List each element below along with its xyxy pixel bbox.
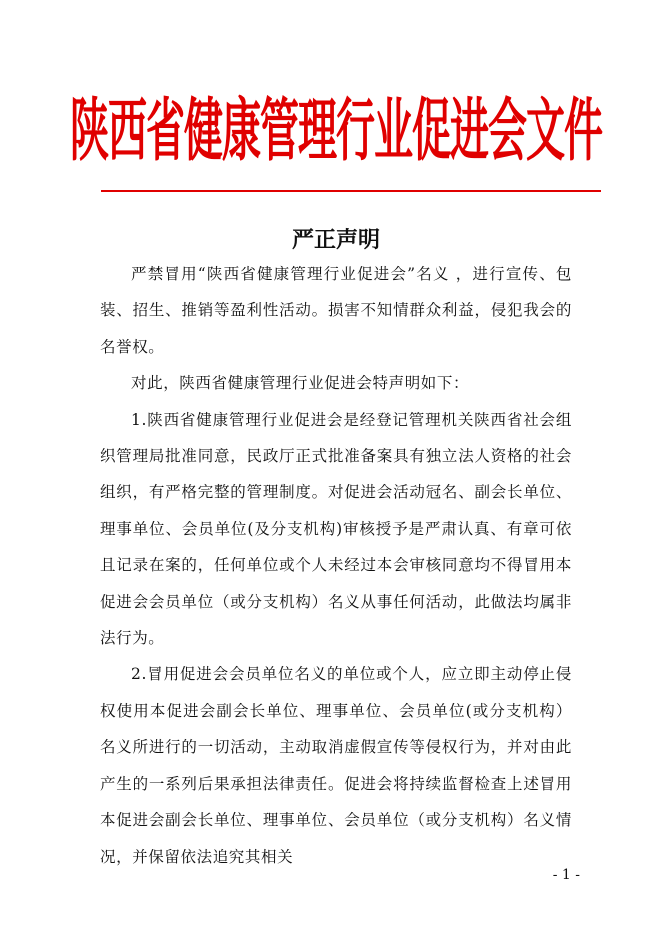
paragraph-item-1: 1.陕西省健康管理行业促进会是经登记管理机关陕西省社会组织管理局批准同意，民政厅正式批准备案具有独立法人资格的社会组织，有严格完整的管理制度。对促进会活动冠名、副会长单位、理事单位、会员单位(及分支机构)审核授予是严肃认真、有章可依且记录在案的，任何单位或个人未经过本会审核同意均不得冒用本促进会会员单位（或分支机构）名义从事任何活动，此做法均属非法行为。 bbox=[100, 410, 572, 648]
header-red-rule bbox=[101, 190, 601, 192]
document-title: 严正声明 bbox=[291, 227, 380, 253]
page-number: - 1 - bbox=[552, 867, 580, 883]
org-header-title: 陕西省健康管理行业促进会文件 bbox=[69, 92, 602, 172]
document-body bbox=[100, 256, 572, 875]
paragraph-item-2: 2.冒用促进会会员单位名义的单位或个人，应立即主动停止侵权使用本促进会副会长单位、理事单位、会员单位(或分支机构）名义所进行的一切活动，主动取消虚假宣传等侵权行为，并对由此产生的一系列后果承担法律责任。促进会将持续监督检查上述冒用本促进会副会长单位、理事单位、会员单位（或分支机构）名义情况，并保留依法追究其相关 bbox=[100, 665, 572, 866]
paragraph-declaration: 对此，陕西省健康管理行业促进会特声明如下： bbox=[131, 374, 470, 393]
paragraph-intro: 严禁冒用“陕西省健康管理行业促进会”名义 ，进行宣传、包装、招生、推销等盈利性活动。损害不知情群众利益，侵犯我会的名誉权。 bbox=[100, 265, 572, 356]
